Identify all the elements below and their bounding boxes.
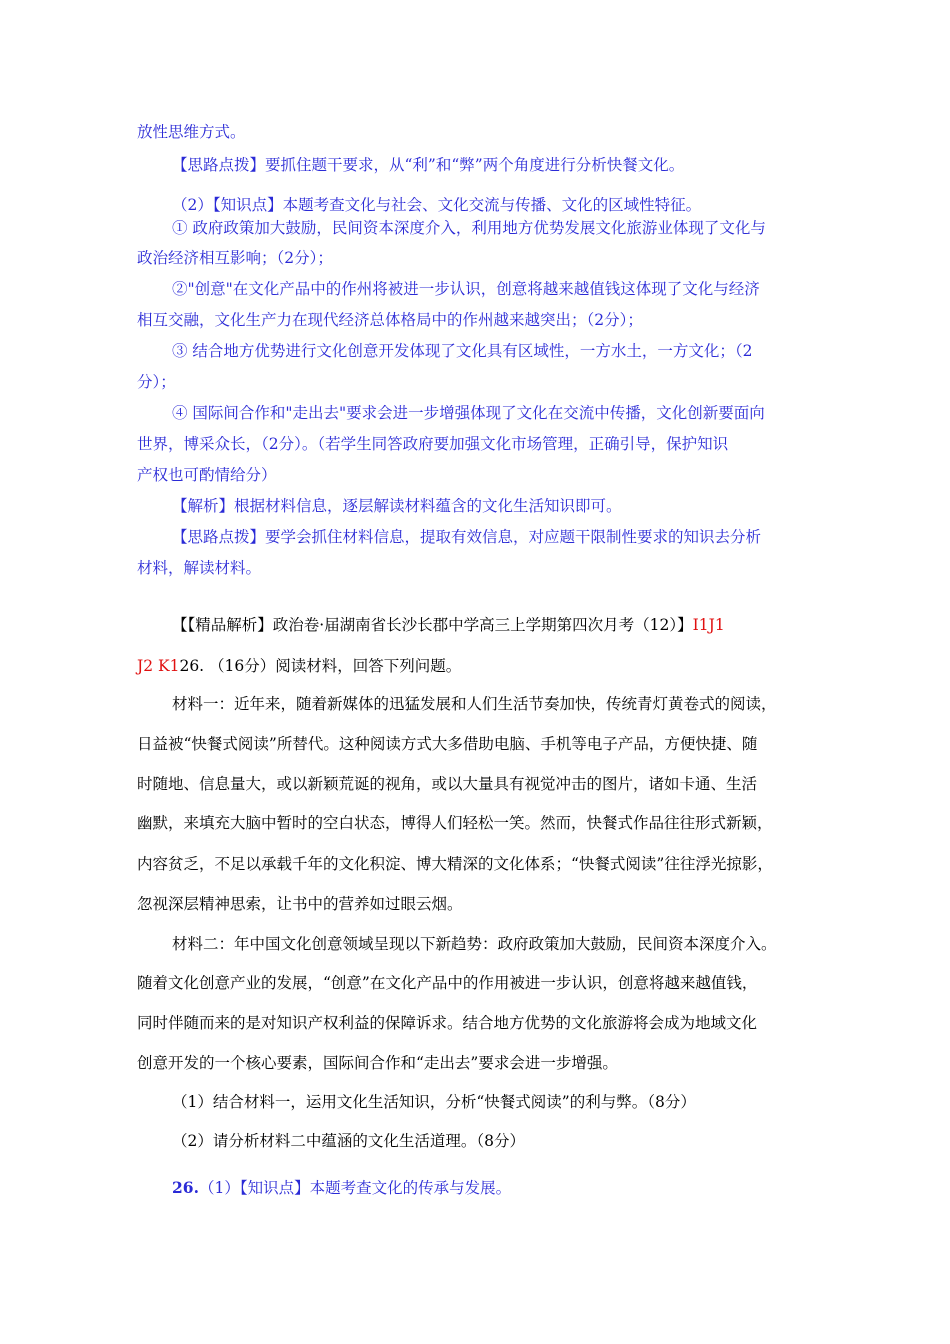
- answer-point-1: ① 政府政策加大鼓励，民间资本深度介入，利用地方优势发展文化旅游业体现了文化与: [172, 219, 766, 237]
- answer-26-text: （1）【知识点】本题考查文化的传承与发展。: [198, 1179, 512, 1197]
- question-header-2: [137, 656, 461, 676]
- answer-point-2-cont: 相互交融，文化生产力在现代经济总体格局中的作州越来越突出；（2分）；: [137, 311, 643, 329]
- answer-point-3: ③ 结合地方优势进行文化创意开发体现了文化具有区域性，一方水土，一方文化；（2: [172, 342, 753, 360]
- material-two-line: 同时伴随而来的是对知识产权利益的保障诉求。结合地方优势的文化旅游将会成为地域文化: [137, 1014, 758, 1032]
- question-header: [172, 615, 725, 635]
- material-one-line: 时随地、信息量大，或以新颖荒诞的视角，或以大量具有视觉冲击的图片，诸如卡通、生活: [137, 775, 758, 793]
- sub-question-1: （1）结合材料一，运用文化生活知识，分析“快餐式阅读”的利与弊。（8分）: [172, 1093, 696, 1111]
- answer-hint-line-2: 【思路点拨】要学会抓住材料信息，提取有效信息，对应题干限制性要求的知识去分析: [172, 528, 762, 546]
- question-code-2: J2 K1: [137, 657, 180, 675]
- answer-26-number: 26.: [172, 1178, 199, 1197]
- answer-line: 放性思维方式。: [137, 123, 246, 141]
- material-two-line: 创意开发的一个核心要素，国际间合作和“走出去”要求会进一步增强。: [137, 1054, 618, 1072]
- material-two-line: 随着文化创意产业的发展，“创意”在文化产品中的作用被进一步认识，创意将越来越值钱，: [137, 974, 758, 992]
- answer-point-4-cont: 世界，博采众长，（2分）。（若学生同答政府要加强文化市场管理，正确引导，保护知识: [137, 435, 729, 453]
- answer-point-3-cont: 分）；: [137, 373, 176, 391]
- material-one-line: 幽默，来填充大脑中暂时的空白状态，博得人们轻松一笑。然而，快餐式作品往往形式新颖，: [137, 814, 773, 832]
- answer-analysis-line: 【解析】根据材料信息，逐层解读材料蕴含的文化生活知识即可。: [172, 497, 622, 515]
- material-one-line: 忽视深层精神思索，让书中的营养如过眼云烟。: [137, 895, 463, 913]
- question-source: 【【精品解析】政治卷·届湖南省长沙长郡中学高三上学期第四次月考（12）】: [172, 616, 693, 634]
- answer-26-line: [172, 1178, 511, 1198]
- material-one-line: 内容贫乏，不足以承载千年的文化积淀、博大精深的文化体系；“快餐式阅读”往往浮光掠影，: [137, 855, 773, 873]
- answer-hint-line-2-cont: 材料，解读材料。: [137, 559, 262, 577]
- answer-point-4: ④ 国际间合作和"走出去"要求会进一步增强体现了文化在交流中传播，文化创新要面向: [172, 404, 765, 422]
- material-one-line: 材料一：近年来，随着新媒体的迅猛发展和人们生活节奏加快，传统青灯黄卷式的阅读，: [172, 695, 777, 713]
- answer-point-1-cont: 政治经济相互影响；（2分）；: [137, 249, 333, 267]
- answer-point-2: ②"创意"在文化产品中的作州将被进一步认识，创意将越来越值钱这体现了文化与经济: [172, 280, 760, 298]
- question-code: I1J1: [692, 616, 725, 634]
- material-one-line: 日益被“快餐式阅读”所替代。这种阅读方式大多借助电脑、手机等电子产品，方便快捷、随: [137, 735, 758, 753]
- answer-hint-line: 【思路点拨】要抓住题干要求，从“利”和“弊”两个角度进行分析快餐文化。: [172, 156, 685, 174]
- question-title: 26. （16分）阅读材料，回答下列问题。: [179, 657, 462, 675]
- sub-question-2: （2）请分析材料二中蕴涵的文化生活道理。（8分）: [172, 1132, 525, 1150]
- answer-point-4-cont2: 产权也可酌情给分）: [137, 466, 277, 484]
- material-two-line: 材料二：年中国文化创意领域呈现以下新趋势：政府政策加大鼓励，民间资本深度介入。: [172, 935, 777, 953]
- answer-knowledge-line: （2）【知识点】本题考查文化与社会、文化交流与传播、文化的区域性特征。: [172, 196, 702, 214]
